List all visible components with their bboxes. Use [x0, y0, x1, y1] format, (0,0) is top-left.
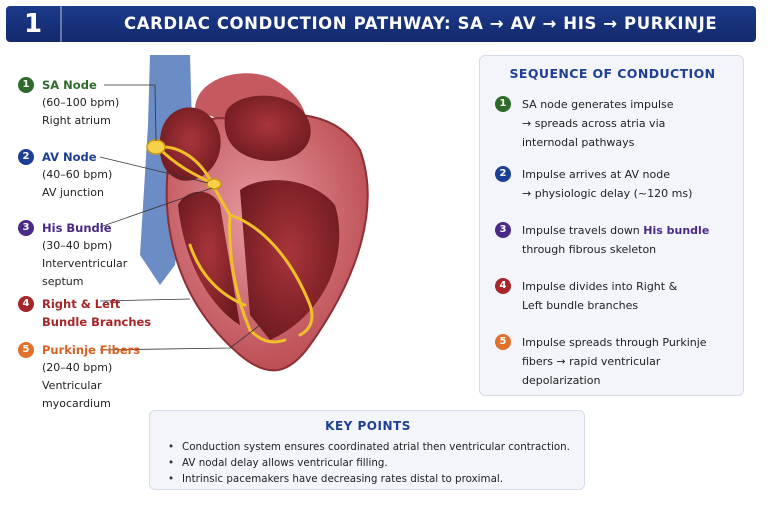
step-number: 3 [495, 222, 511, 238]
label-location-2: myocardium [42, 397, 111, 410]
step-line: Left bundle branches [522, 299, 639, 312]
label-number: 4 [18, 296, 34, 312]
sequence-step-4 [495, 277, 735, 315]
list-item: • Conduction system ensures coordinated atrial then ventricular contraction. [168, 439, 578, 455]
label-title: Purkinje Fibers [42, 343, 141, 357]
label-title: SA Node [42, 78, 97, 92]
key-points-title: KEY POINTS [325, 419, 411, 433]
label-location-2: septum [42, 275, 84, 288]
step-line: → spreads across atria via [522, 117, 666, 130]
sequence-step-3 [495, 221, 735, 259]
step-line: → physiologic delay (~120 ms) [522, 187, 693, 200]
label-av-node [18, 148, 188, 202]
sequence-title: SEQUENCE OF CONDUCTION [509, 66, 716, 81]
step-line: depolarization [522, 374, 601, 387]
title-banner [6, 6, 756, 42]
label-rate: (40–60 bpm) [42, 168, 113, 181]
list-item: • Intrinsic pacemakers have decreasing rates distal to proximal. [168, 471, 578, 487]
sequence-step-2 [495, 165, 735, 203]
label-title: AV Node [42, 150, 97, 164]
label-location: AV junction [42, 186, 104, 199]
label-number: 3 [18, 220, 34, 236]
step-number: 4 [495, 278, 511, 294]
key-points-panel [149, 410, 585, 490]
label-number: 2 [18, 149, 34, 165]
step-line: internodal pathways [522, 136, 635, 149]
step-line: fibers → rapid ventricular [522, 355, 661, 368]
section-number: 1 [6, 6, 62, 42]
step-highlight: His bundle [643, 224, 710, 237]
step-line: through fibrous skeleton [522, 243, 657, 256]
step-number: 1 [495, 96, 511, 112]
label-title: His Bundle [42, 221, 112, 235]
label-sa-node [18, 76, 188, 130]
key-points-list [168, 439, 578, 487]
step-line: Impulse spreads through Purkinje [522, 336, 707, 349]
label-bundle-branches [18, 295, 188, 331]
label-location: Ventricular [42, 379, 102, 392]
step-text-prefix: Impulse travels down [522, 224, 644, 237]
label-rate: (30–40 bpm) [42, 239, 113, 252]
step-number: 2 [495, 166, 511, 182]
label-rate: (60–100 bpm) [42, 96, 120, 109]
label-number: 1 [18, 77, 34, 93]
step-line: Impulse divides into Right & [522, 280, 678, 293]
step-line: Impulse arrives at AV node [522, 168, 670, 181]
label-title: Right & Left [42, 297, 121, 311]
list-item: • AV nodal delay allows ventricular filling. [168, 455, 578, 471]
step-number: 5 [495, 334, 511, 350]
sequence-step-5 [495, 333, 735, 390]
sequence-step-1 [495, 95, 735, 152]
page-title: CARDIAC CONDUCTION PATHWAY: SA → AV → HIS → PURKINJE [124, 14, 718, 33]
step-line [522, 221, 735, 240]
label-number: 5 [18, 342, 34, 358]
label-location: Interventricular [42, 257, 128, 270]
label-location: Right atrium [42, 114, 111, 127]
step-line: SA node generates impulse [522, 98, 674, 111]
label-title-2: Bundle Branches [42, 315, 152, 329]
av-node [207, 179, 221, 189]
sequence-panel [479, 55, 744, 396]
label-his-bundle [18, 219, 188, 291]
label-rate: (20–40 bpm) [42, 361, 113, 374]
label-purkinje-fibers [18, 341, 188, 413]
